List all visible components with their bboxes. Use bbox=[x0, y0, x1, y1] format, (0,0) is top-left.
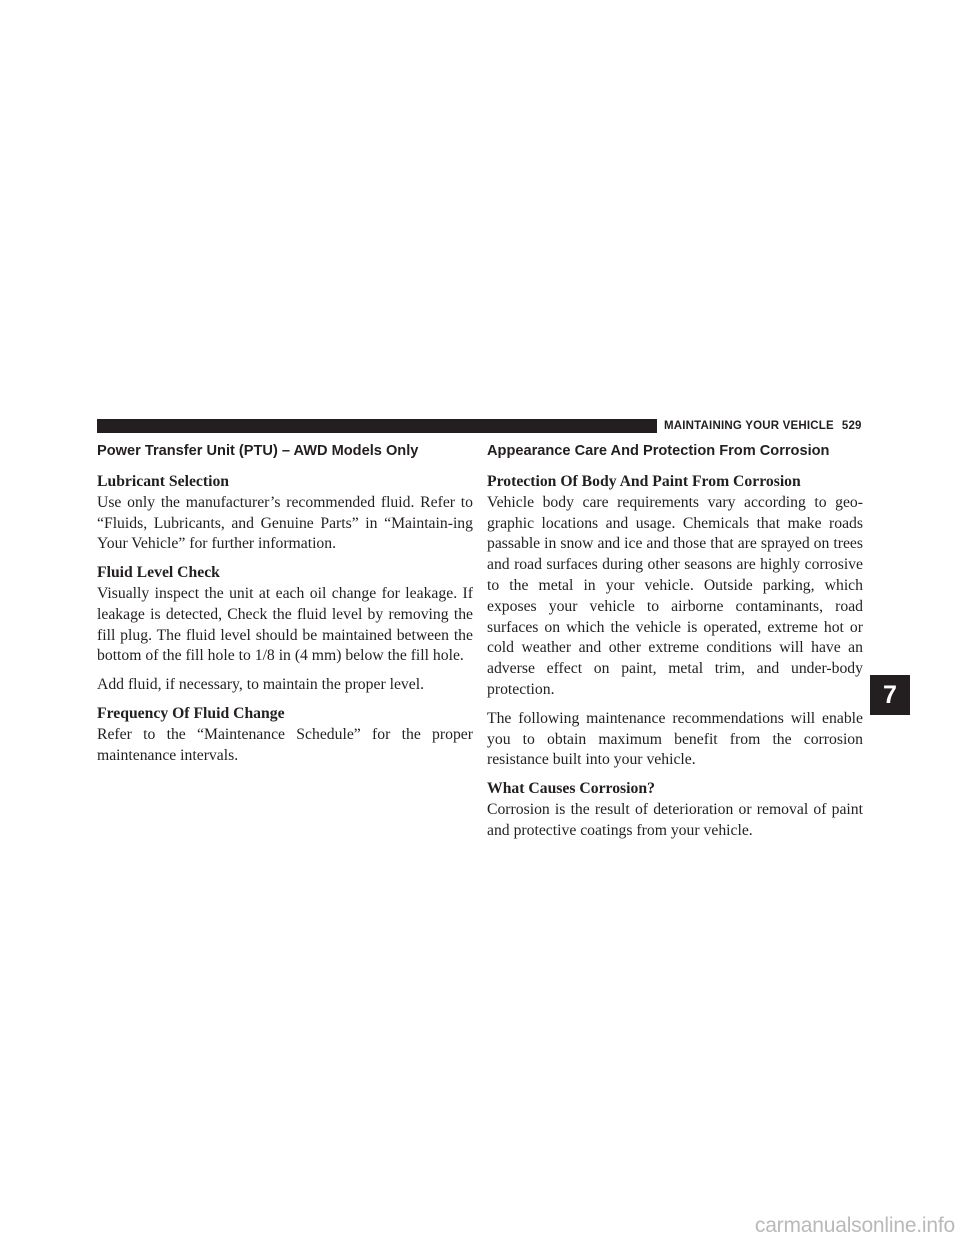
right-column bbox=[487, 441, 863, 850]
paragraph: Corrosion is the result of deterioration or removal of paint and protective coatings from your vehicle. bbox=[487, 800, 863, 839]
paragraph: Refer to the “Maintenance Schedule” for the proper maintenance intervals. bbox=[97, 725, 473, 764]
page-number: 529 bbox=[841, 420, 862, 432]
paragraph: The following maintenance recommendations will enable you to obtain maximum benefit from the corrosion resistance built into your vehicle. bbox=[487, 709, 863, 769]
subhead-what-causes-corrosion: What Causes Corrosion? bbox=[487, 780, 655, 798]
subhead-frequency-of-fluid-change: Frequency Of Fluid Change bbox=[97, 704, 285, 722]
chapter-tab: 7 bbox=[870, 675, 910, 715]
subhead-lubricant-selection: Lubricant Selection bbox=[97, 473, 230, 490]
paragraph: Vehicle body care requirements vary according to geo-graphic locations and usage. Chemicals that make roads passable in snow and ice and those that are sprayed on trees and road surfaces during other seasons are highly corrosive to the metal in your vehicle. Outside parking, which exposes your vehicle to airborne contaminants, road surfaces on which the vehicle is operated, extreme hot or cold weather and other extreme conditions will have an adverse effect on paint, metal trim, and under-body protection. bbox=[487, 493, 863, 698]
subhead-protection-of-body: Protection Of Body And Paint From Corrosion bbox=[487, 473, 801, 490]
watermark: carmanualsonline.info bbox=[754, 1214, 955, 1237]
paragraph: Visually inspect the unit at each oil change for leakage. If leakage is detected, Check the fluid level by removing the fill plug. The fluid level should be maintained between the bottom of the fill hole to 1/8 in (4 mm) below the fill hole. bbox=[97, 584, 473, 665]
subhead-fluid-level-check: Fluid Level Check bbox=[97, 564, 220, 582]
paragraph: Use only the manufacturer’s recommended fluid. Refer to “Fluids, Lubricants, and Genuine Parts” in “Maintain-ing Your Vehicle” for further information. bbox=[97, 493, 473, 553]
left-column bbox=[97, 441, 473, 774]
section-title-appearance-care: Appearance Care And Protection From Corrosion bbox=[487, 443, 830, 459]
paragraph: Add fluid, if necessary, to maintain the proper level. bbox=[97, 676, 425, 694]
header-rule bbox=[97, 419, 657, 433]
section-title-ptu: Power Transfer Unit (PTU) – AWD Models Only bbox=[97, 443, 419, 459]
running-header bbox=[664, 417, 864, 435]
header-section-title: MAINTAINING YOUR VEHICLE bbox=[664, 420, 834, 432]
